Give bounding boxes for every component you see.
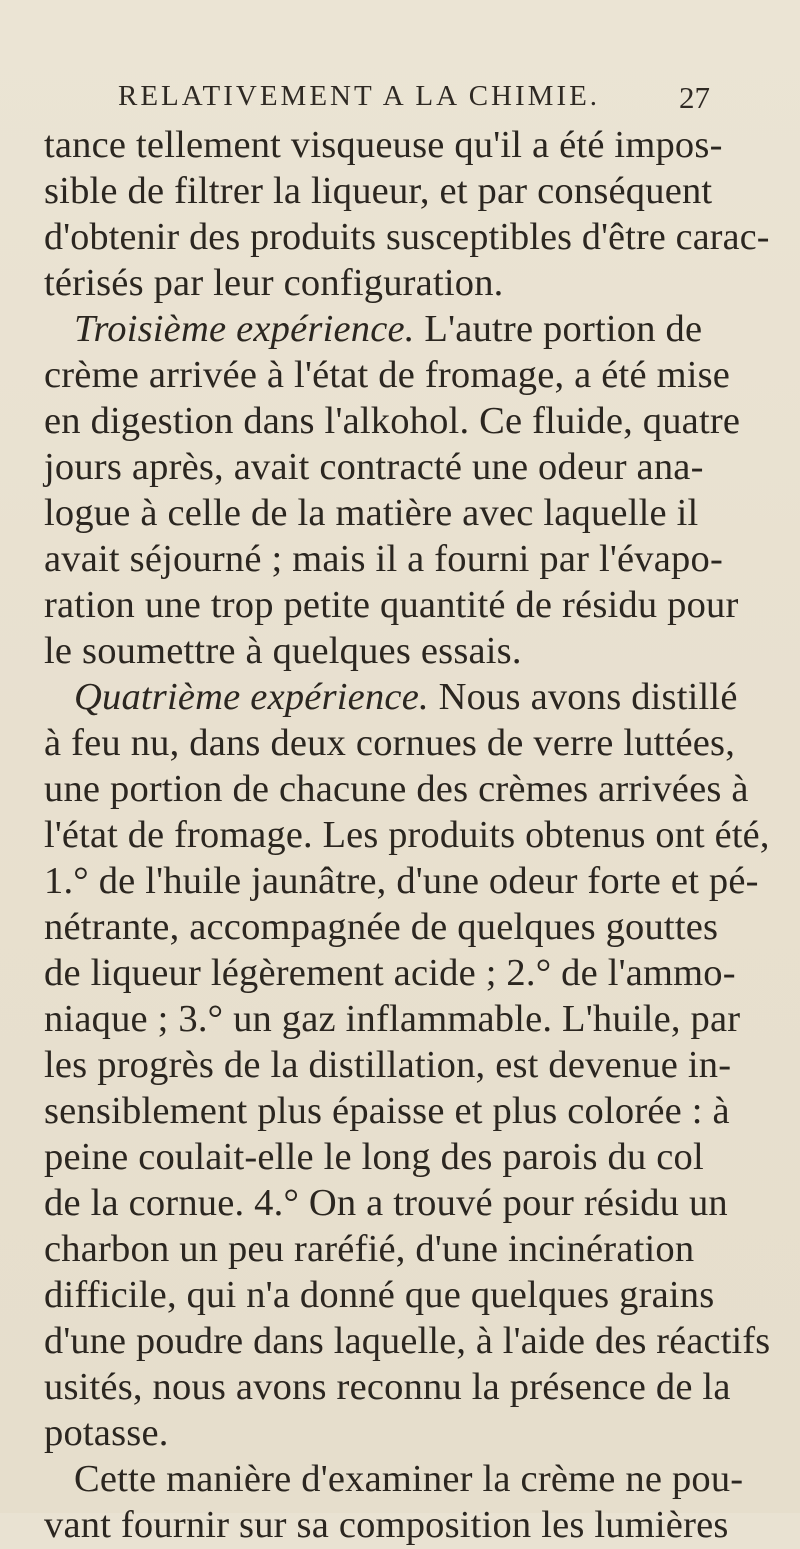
text-line: les progrès de la distillation, est devenue in-	[44, 1044, 732, 1086]
text-line: de liqueur légèrement acide ; 2.° de l'ammo-	[44, 952, 736, 994]
text-line: potasse.	[44, 1412, 169, 1454]
text-line: térisés par leur configuration.	[44, 262, 504, 304]
section-heading: Troisième expérience.	[74, 308, 415, 350]
text-line: peine coulait-elle le long des parois du col	[44, 1136, 704, 1178]
text-line: niaque ; 3.° un gaz inflammable. L'huile, par	[44, 998, 741, 1040]
text-line: l'état de fromage. Les produits obtenus ont été,	[44, 814, 770, 856]
text-line: jours après, avait contracté une odeur ana-	[44, 446, 704, 488]
text-line: nétrante, accompagnée de quelques gouttes	[44, 906, 719, 948]
text-line: sensiblement plus épaisse et plus colorée : à	[44, 1090, 730, 1132]
text-line: usités, nous avons reconnu la présence de la	[44, 1366, 731, 1408]
text-line: tance tellement visqueuse qu'il a été impos-	[44, 124, 723, 166]
page-number: 27	[679, 80, 710, 115]
text-line: Troisième expérience. L'autre portion de	[74, 308, 703, 350]
text-line: avait séjourné ; mais il a fourni par l'évapo-	[44, 538, 723, 580]
text-line: Quatrième expérience. Nous avons distillé	[74, 676, 738, 718]
section-heading: Quatrième expérience.	[74, 676, 429, 718]
text-line: le soumettre à quelques essais.	[44, 630, 522, 672]
text-line: 1.° de l'huile jaunâtre, d'une odeur forte et pé-	[44, 860, 759, 902]
running-title: RELATIVEMENT A LA CHIMIE.	[118, 80, 601, 112]
text-line: logue à celle de la matière avec laquelle il	[44, 492, 699, 534]
text-line: Cette manière d'examiner la crème ne pou-	[74, 1458, 744, 1500]
text-line: vant fournir sur sa composition les lumières	[44, 1504, 729, 1546]
text-line: de la cornue. 4.° On a trouvé pour résidu un	[44, 1182, 728, 1224]
text-line: crème arrivée à l'état de fromage, a été mise	[44, 354, 731, 396]
running-head	[118, 80, 710, 120]
text-line: en digestion dans l'alkohol. Ce fluide, quatre	[44, 400, 741, 442]
text-line: d'une poudre dans laquelle, à l'aide des réactifs	[44, 1320, 771, 1362]
text-line: d'obtenir des produits susceptibles d'être carac-	[44, 216, 770, 258]
text-line: difficile, qui n'a donné que quelques grains	[44, 1274, 715, 1316]
text-line: charbon un peu raréfié, d'une incinération	[44, 1228, 695, 1270]
text-line: sible de filtrer la liqueur, et par conséquent	[44, 170, 713, 212]
text-line: à feu nu, dans deux cornues de verre luttées,	[44, 722, 736, 764]
text-line: une portion de chacune des crèmes arrivées à	[44, 768, 749, 810]
text-line: ration une trop petite quantité de résidu pour	[44, 584, 739, 626]
